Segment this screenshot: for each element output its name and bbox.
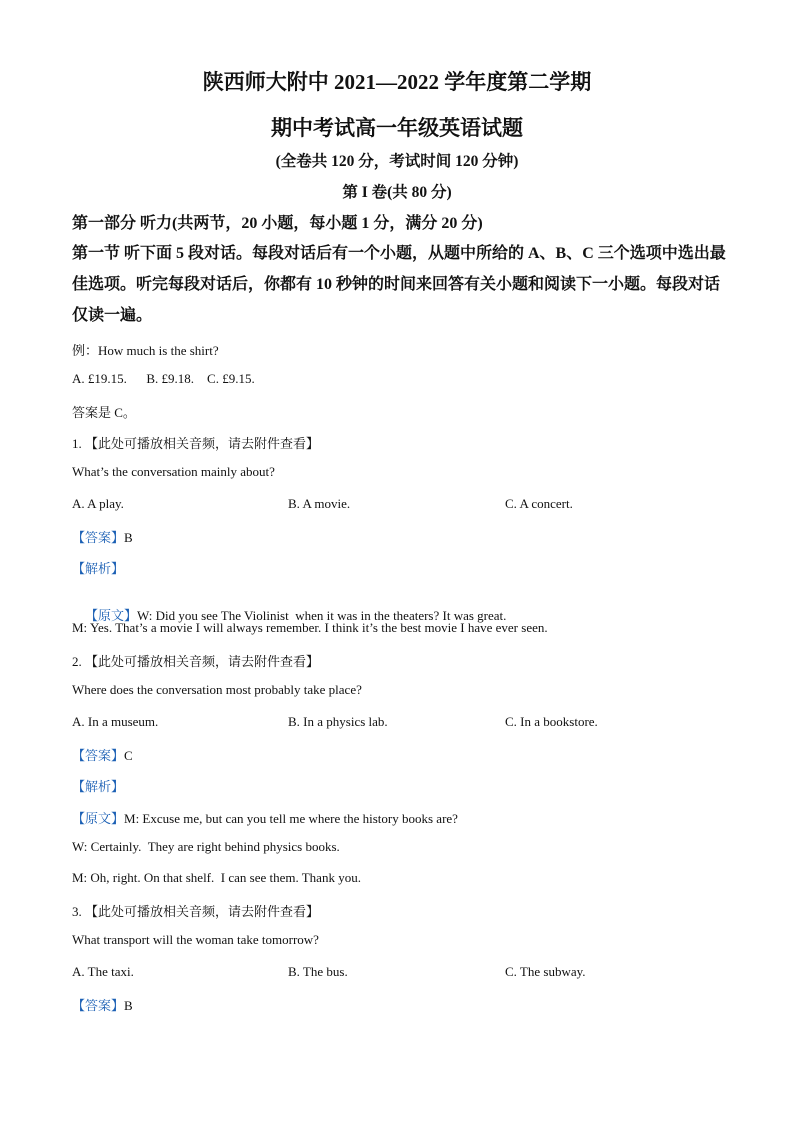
audio-note: 【此处可播放相关音频，请去附件查看】	[85, 436, 320, 451]
q3-option-c: C. The subway.	[505, 964, 586, 979]
q1-option-a: A. A play.	[72, 496, 124, 511]
q1-original-text: W: Did you see The Violinist when it was in the theaters? It was great.	[137, 608, 507, 623]
analysis-label: 【解析】	[72, 561, 125, 576]
q2-original	[72, 808, 458, 827]
q1-answer	[72, 527, 133, 546]
q3-number: 3.	[72, 904, 82, 919]
answer-label: 【答案】	[72, 748, 125, 763]
q3-question: What transport will the woman take tomorrow?	[72, 932, 319, 947]
q3-answer-value: B	[124, 998, 133, 1013]
q2-analysis	[72, 776, 124, 795]
q2-answer-value: C	[124, 748, 133, 763]
q1-header	[72, 433, 319, 452]
q1-transcript-line: M: Yes. That’s a movie I will always remember. I think it’s the best movie I have ever seen.	[72, 620, 548, 635]
q2-answer	[72, 745, 133, 764]
q3-option-a: A. The taxi.	[72, 964, 134, 979]
exam-subtitle: 期中考试高一年级英语试题	[271, 116, 523, 140]
answer-label: 【答案】	[72, 998, 125, 1013]
q1-option-c: C. A concert.	[505, 496, 573, 511]
exam-title: 陕西师大附中 2021—2022 学年度第二学期	[202, 70, 592, 94]
q1-option-b: B. A movie.	[288, 496, 351, 511]
analysis-label: 【解析】	[72, 779, 125, 794]
part1-instructions: 第一节 听下面 5 段对话。每段对话后有一个小题，从题中所给的 A、B、C 三个选项中选出最佳选项。听完每段对话后，你都有 10 秒钟的时间来回答有关小题和阅读下一小题。每段对话仅读一遍。	[72, 245, 726, 324]
q2-header	[72, 651, 319, 670]
original-label: 【原文】	[85, 608, 138, 623]
q1-number: 1.	[72, 436, 82, 451]
q3-answer	[72, 995, 133, 1014]
part1-heading: 第一部分 听力(共两节，20 小题，每小题 1 分，满分 20 分)	[72, 215, 483, 232]
example-question: 例：How much is the shirt?	[72, 343, 219, 358]
q1-question: What’s the conversation mainly about?	[72, 464, 275, 479]
q2-option-a: A. In a museum.	[72, 714, 159, 729]
example-options: A. £19.15. B. £9.18. C. £9.15.	[72, 371, 255, 386]
q3-header	[72, 901, 319, 920]
q2-question: Where does the conversation most probably take place?	[72, 682, 362, 697]
q2-transcript-line-1: W: Certainly. They are right behind physics books.	[72, 839, 340, 854]
q1-answer-value: B	[124, 530, 133, 545]
q2-number: 2.	[72, 654, 82, 669]
q3-option-b: B. The bus.	[288, 964, 348, 979]
example-answer: 答案是 C。	[72, 405, 136, 420]
volume-heading: 第 I 卷(共 80 分)	[342, 184, 452, 201]
q2-transcript-line-2: M: Oh, right. On that shelf. I can see them. Thank you.	[72, 870, 361, 885]
answer-label: 【答案】	[72, 530, 125, 545]
q2-option-c: C. In a bookstore.	[505, 714, 598, 729]
q2-original-text: M: Excuse me, but can you tell me where the history books are?	[124, 811, 458, 826]
audio-note: 【此处可播放相关音频，请去附件查看】	[85, 904, 320, 919]
audio-note: 【此处可播放相关音频，请去附件查看】	[85, 654, 320, 669]
q1-analysis	[72, 558, 124, 577]
original-label: 【原文】	[72, 811, 125, 826]
exam-info: (全卷共 120 分，考试时间 120 分钟)	[275, 153, 519, 170]
q2-option-b: B. In a physics lab.	[288, 714, 388, 729]
